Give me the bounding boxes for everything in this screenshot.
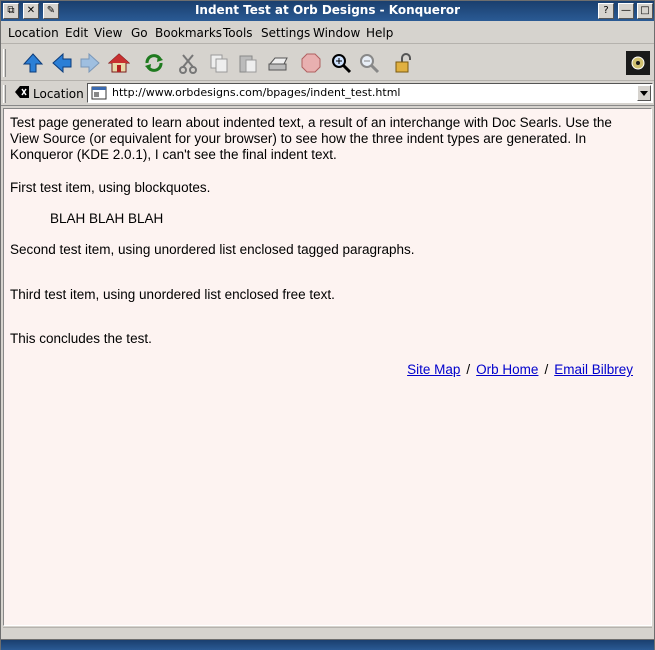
conclusion-text: This concludes the test. [10, 331, 152, 346]
link-separator: / [466, 362, 471, 377]
locbar-grip[interactable] [3, 85, 6, 103]
status-bar [1, 639, 654, 650]
menu-tools[interactable]: Tools [223, 26, 253, 40]
maximize-button[interactable]: □ [637, 3, 653, 19]
menu-view[interactable]: View [94, 26, 123, 40]
item1-text: First test item, using blockquotes. [10, 180, 211, 195]
stop-icon[interactable] [299, 51, 323, 75]
url-dropdown-button[interactable] [637, 85, 651, 101]
menu-bar [1, 22, 654, 44]
menu-go[interactable]: Go [131, 26, 148, 40]
copy-icon[interactable] [207, 51, 231, 75]
back-icon[interactable] [50, 51, 74, 75]
pin-icon[interactable]: ✎ [43, 3, 59, 19]
location-label [15, 86, 84, 101]
clear-location-icon[interactable] [15, 86, 29, 101]
toolbar-grip[interactable] [3, 49, 6, 77]
menu-settings[interactable]: Settings [261, 26, 311, 40]
security-lock-icon[interactable] [392, 51, 416, 75]
title-bar[interactable] [1, 1, 654, 21]
item3-text: Third test item, using unordered list enclosed free text. [10, 287, 335, 302]
minimize-button[interactable]: — [618, 3, 634, 19]
orb-home-link[interactable]: Orb Home [476, 362, 539, 377]
link-separator: / [544, 362, 549, 377]
site-map-link[interactable]: Site Map [407, 362, 461, 377]
main-toolbar [1, 45, 654, 81]
menu-help[interactable]: Help [366, 26, 394, 40]
location-bar [1, 82, 654, 106]
location-label-text: Location [33, 86, 84, 101]
url-input[interactable] [87, 83, 653, 103]
forward-icon[interactable] [78, 51, 102, 75]
menu-window[interactable]: Window [313, 26, 361, 40]
menu-bookmarks[interactable]: Bookmarks [155, 26, 223, 40]
menu-edit[interactable]: Edit [65, 26, 89, 40]
up-icon[interactable] [21, 51, 45, 75]
intro-paragraph: Test page generated to learn about indented text, a result of an interchange with Doc Searls. Use the View Source (or equivalent for your browser) to see how the three indent types are generated. In Konqueror (KDE 2.0.1), I can't see the final indent text. [10, 115, 612, 162]
page-content [3, 108, 652, 626]
help-icon[interactable]: ? [598, 3, 614, 19]
sticky-icon[interactable]: ✕ [23, 3, 39, 19]
print-icon[interactable] [266, 51, 290, 75]
item2-text: Second test item, using unordered list enclosed tagged paragraphs. [10, 242, 415, 257]
paste-icon[interactable] [236, 51, 260, 75]
footer-links [407, 362, 633, 377]
menu-location[interactable]: Location [8, 26, 59, 40]
cut-icon[interactable] [176, 51, 200, 75]
window-menu-icon[interactable]: ⧉ [3, 3, 19, 19]
url-text[interactable]: http://www.orbdesigns.com/bpages/indent_test.html [112, 86, 401, 99]
reload-icon[interactable] [142, 51, 166, 75]
home-icon[interactable] [107, 51, 131, 75]
horizontal-scrollbar[interactable] [3, 627, 652, 639]
kde-gear-icon[interactable] [626, 51, 650, 75]
zoom-out-icon[interactable] [357, 51, 381, 75]
chevron-down-icon [640, 91, 648, 96]
email-link[interactable]: Email Bilbrey [554, 362, 633, 377]
zoom-in-icon[interactable] [329, 51, 353, 75]
page-favicon-icon [91, 86, 107, 100]
blockquote-text: BLAH BLAH BLAH [50, 211, 164, 226]
window-title: Indent Test at Orb Designs - Konqueror [194, 3, 461, 17]
